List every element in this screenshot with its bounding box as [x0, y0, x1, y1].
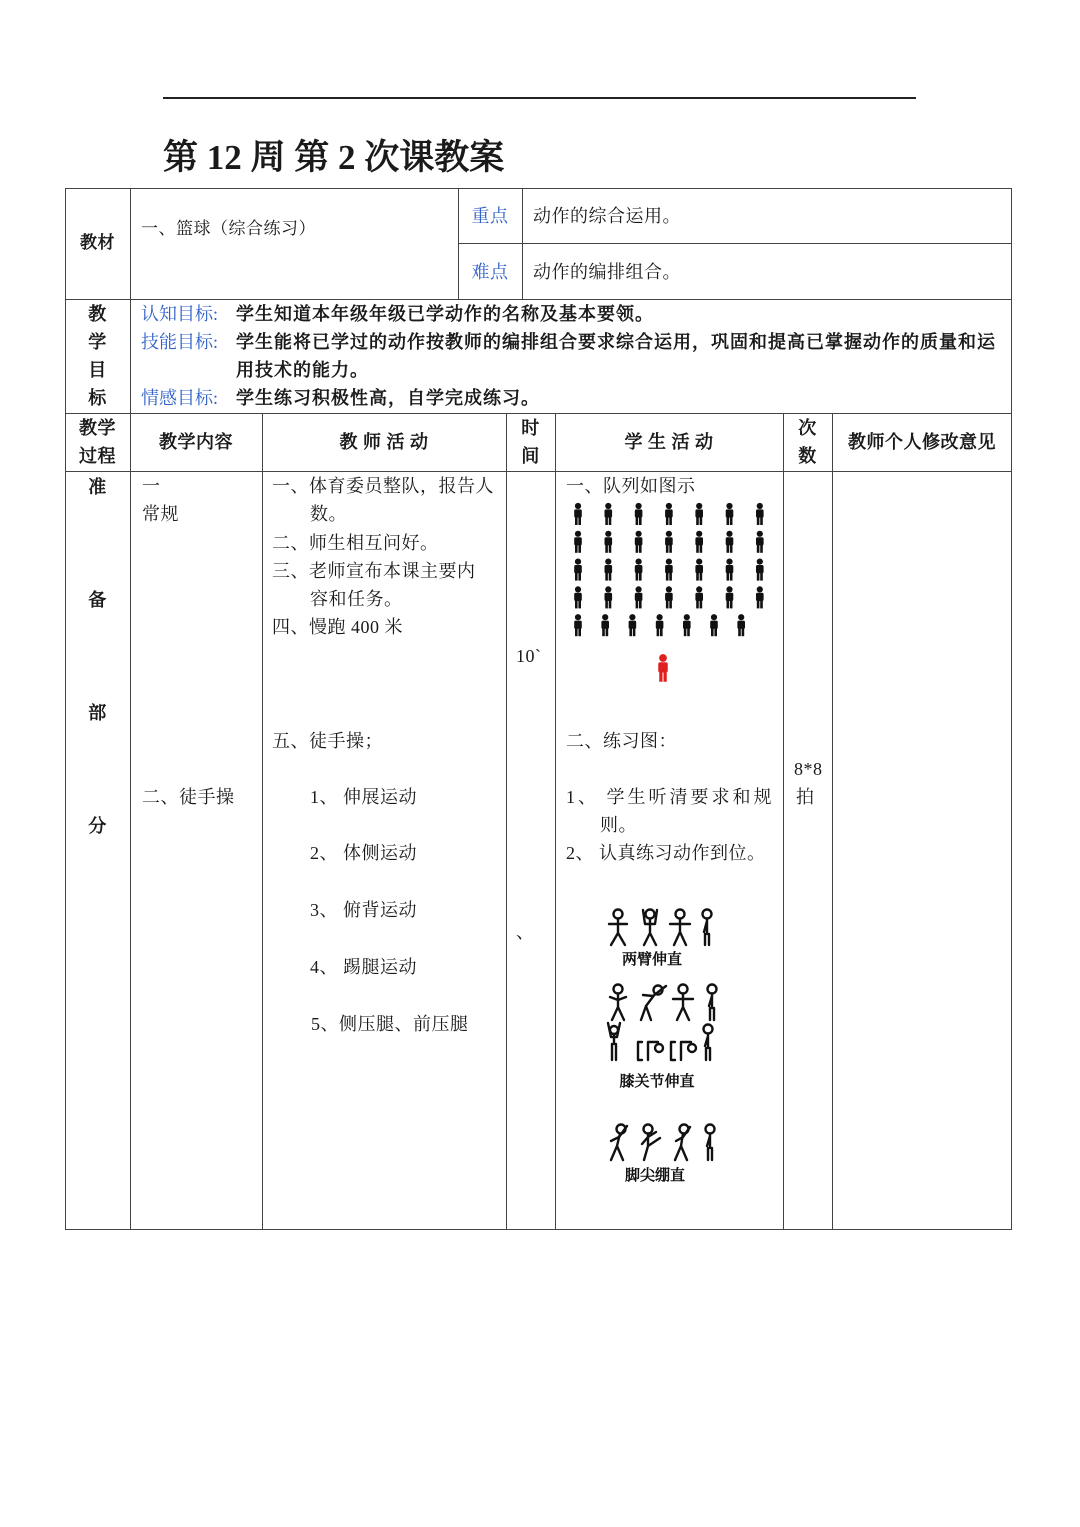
- objectives-label-char: 标: [88, 388, 107, 408]
- student-figure: [656, 614, 664, 636]
- student-figure: [665, 531, 673, 553]
- content-exercise: 二、徒手操: [142, 787, 235, 807]
- section-name-char: 备: [88, 590, 107, 610]
- table-divider: [522, 188, 523, 299]
- key-point-text: 动作的综合运用。: [533, 206, 681, 226]
- student-figure: [635, 586, 643, 608]
- stick-figure: [610, 985, 626, 1021]
- stick-figure: [641, 986, 666, 1021]
- student-figure: [695, 559, 703, 581]
- student-figure: [574, 586, 582, 608]
- content-routine: 常规: [142, 504, 179, 524]
- student-figure: [574, 559, 582, 581]
- student-figure: [726, 586, 734, 608]
- student-figure: [737, 614, 745, 636]
- student-figure: [756, 586, 764, 608]
- header-process: 过程: [79, 446, 116, 466]
- student-figure: [726, 559, 734, 581]
- teacher-item: 二、师生相互问好。: [272, 533, 439, 553]
- affective-objective-text: 学生练习积极性高，自学完成练习。: [236, 388, 540, 408]
- student-figure: [756, 531, 764, 553]
- skill-objective: [141, 328, 996, 356]
- header-student-activity: 学 生 活 动: [624, 432, 714, 452]
- student-figure: [605, 531, 613, 553]
- stick-figure: [703, 910, 712, 946]
- student-figure: [635, 503, 643, 525]
- table-divider: [555, 413, 556, 1230]
- header-count: 数: [798, 446, 817, 466]
- exercise-item: 4、 踢腿运动: [310, 957, 417, 977]
- time-value: 10`: [516, 646, 542, 666]
- table-divider: [130, 188, 131, 1230]
- table-divider: [65, 471, 1012, 472]
- stick-figure: [708, 985, 717, 1021]
- stick-figure: [706, 1125, 715, 1161]
- stick-figure: [608, 1023, 620, 1060]
- affective-objective: [141, 384, 540, 412]
- table-divider: [832, 413, 833, 1230]
- student-figure: [629, 614, 637, 636]
- student-figure: [601, 614, 609, 636]
- formation-title: 一、队列如图示: [566, 476, 696, 496]
- skill-objective-text: 学生能将已学过的动作按教师的编排组合要求综合运用，巩固和提高已掌握动作的质量和运: [236, 332, 996, 352]
- header-teacher-activity: 教 师 活 动: [339, 432, 429, 452]
- table-divider: [262, 413, 263, 1230]
- teacher-item-continued: 数。: [310, 504, 347, 524]
- header-time: 时: [521, 418, 540, 438]
- stick-figure: [671, 1042, 696, 1060]
- affective-objective-label: 情感目标:: [141, 388, 219, 408]
- exercise-item: 5、侧压腿、前压腿: [311, 1014, 469, 1034]
- student-figure: [605, 503, 613, 525]
- stick-figure: [643, 910, 657, 946]
- header-process: 教学: [79, 418, 116, 438]
- difficulty-label: 难点: [471, 262, 509, 282]
- count-value: 8*8: [794, 759, 823, 779]
- student-figure: [695, 531, 703, 553]
- student-figure: [665, 586, 673, 608]
- header-count: 次: [798, 418, 817, 438]
- objectives-label-char: 教: [88, 304, 107, 324]
- exercise-item: 3、 俯背运动: [310, 900, 417, 920]
- stick-figure: [638, 1042, 663, 1060]
- table-divider: [506, 413, 507, 1230]
- student-figure: [695, 503, 703, 525]
- student-figure: [695, 586, 703, 608]
- student-figure: [756, 503, 764, 525]
- student-figure: [665, 503, 673, 525]
- student-figure: [635, 559, 643, 581]
- materials-label: 教材: [80, 233, 115, 252]
- student-figure: [574, 614, 582, 636]
- content-routine-number: 一: [142, 476, 161, 496]
- figure-caption: 脚尖绷直: [624, 1167, 685, 1184]
- student-figure: [605, 586, 613, 608]
- student-requirement-continued: 则。: [600, 815, 637, 835]
- teacher-item: 一、体育委员整队，报告人: [272, 476, 494, 496]
- student-figure: [726, 531, 734, 553]
- formation-diagram: [560, 498, 775, 688]
- student-requirement: 1、 学生听清要求和规: [566, 787, 775, 807]
- student-figure: [665, 559, 673, 581]
- difficulty-text: 动作的编排组合。: [533, 262, 681, 282]
- exercise-item: 1、 伸展运动: [310, 787, 417, 807]
- time-mark: 、: [516, 922, 535, 942]
- table-divider: [458, 243, 1012, 244]
- practice-title: 二、练习图：: [566, 731, 677, 751]
- section-name-char: 分: [88, 816, 107, 836]
- teacher-item: 三、老师宣布本课主要内: [272, 561, 476, 581]
- count-unit: 拍: [796, 787, 815, 807]
- stick-figure: [675, 1125, 690, 1161]
- objectives-label-char: 目: [88, 360, 107, 380]
- stick-figure: [670, 910, 690, 946]
- teacher-item-continued: 容和任务。: [310, 589, 403, 609]
- figure-caption: 膝关节伸直: [619, 1073, 695, 1090]
- stick-figure: [611, 1125, 627, 1161]
- student-figure: [683, 614, 691, 636]
- table-divider: [783, 413, 784, 1230]
- student-figure: [574, 503, 582, 525]
- cognitive-objective-text: 学生知道本年级年级已学动作的名称及基本要领。: [236, 304, 654, 324]
- student-figure: [605, 559, 613, 581]
- teacher-item: 四、慢跑 400 米: [272, 617, 403, 637]
- teacher-figure: [658, 654, 668, 682]
- key-point-label: 重点: [471, 206, 509, 226]
- stick-figure: [642, 1125, 660, 1161]
- section-name-char: 准: [88, 477, 107, 497]
- header-notes: 教师个人修改意见: [848, 432, 996, 452]
- section-name-char: 部: [88, 703, 107, 723]
- header-time: 间: [521, 446, 540, 466]
- page-title: 第 12 周 第 2 次课教案: [163, 138, 505, 177]
- figure-caption: 两臂伸直: [621, 951, 682, 968]
- skill-objective-text-continued: 用技术的能力。: [236, 360, 369, 380]
- teacher-item: 五、徒手操；: [272, 731, 383, 751]
- student-figure: [710, 614, 718, 636]
- cognitive-objective-label: 认知目标:: [141, 304, 219, 324]
- exercise-item: 2、 体侧运动: [310, 843, 417, 863]
- student-figure: [726, 503, 734, 525]
- materials-content: 一、篮球（综合练习）: [141, 219, 316, 238]
- skill-objective-label: 技能目标:: [141, 332, 219, 352]
- stick-figure: [609, 910, 627, 946]
- student-figure: [635, 531, 643, 553]
- cognitive-objective: [141, 300, 654, 328]
- header-content: 教学内容: [159, 432, 233, 452]
- student-figure: [574, 531, 582, 553]
- stick-figure: [673, 985, 693, 1021]
- stick-figure: [704, 1025, 713, 1061]
- student-figure: [756, 559, 764, 581]
- exercise-figures: [598, 900, 733, 1190]
- student-requirement: 2、 认真练习动作到位。: [566, 843, 766, 863]
- objectives-label-char: 学: [88, 332, 107, 352]
- header-rule: [163, 97, 916, 99]
